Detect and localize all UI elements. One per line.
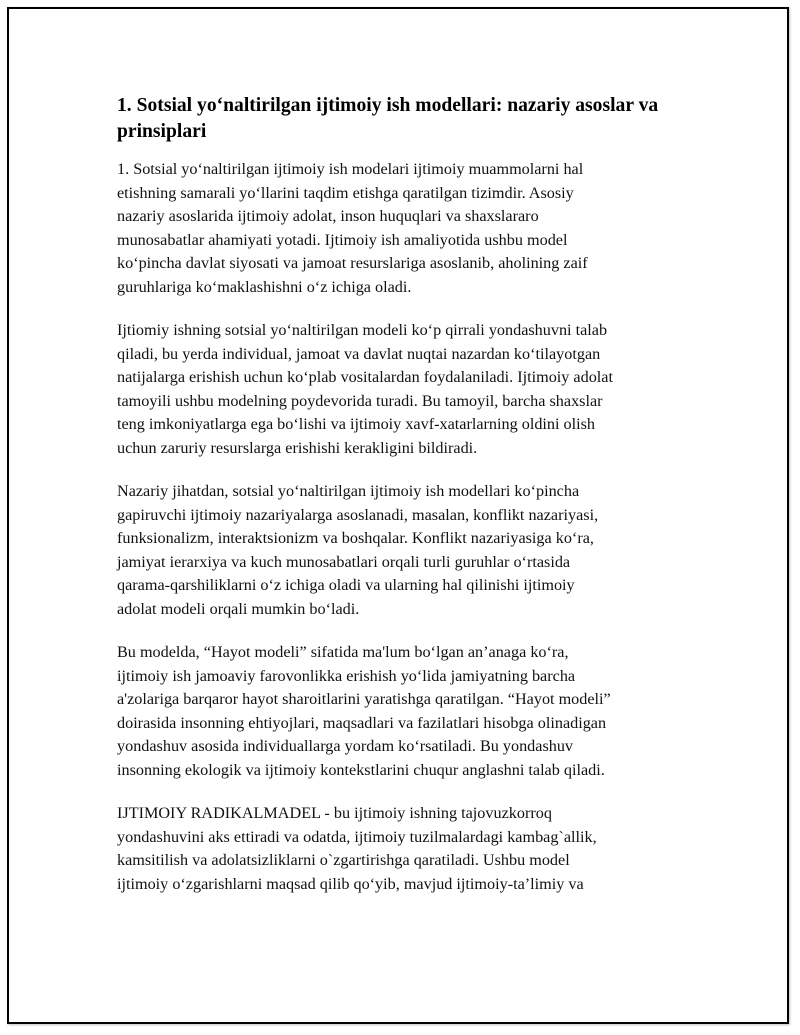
paragraph-1: 1. Sotsial yo‘naltirilgan ijtimoiy ish modelari ijtimoiy muammolarni hal etishning samarali yo‘llarini taqdim etishga qaratilgan tizimdir. Asosiy nazariy asoslarida ijtimoiy adolat, inson huquqlari va shaxslararo munosabatlar ahamiyati yotadi. Ijtimoiy ish amaliyotida ushbu model ko‘pincha davlat siyosati va jamoat resurslariga asoslanib, aholining zaif guruhlariga ko‘maklashishni o‘z ichiga oladi.	[117, 160, 588, 296]
paragraph-2: Ijtiomiy ishning sotsial yo‘naltirilgan modeli ko‘p qirrali yondashuvni talab qiladi, bu yerda individual, jamoat va davlat nuqtai nazardan ko‘tilayotgan natijalarga erishish uchun ko‘plab vositalardan foydalaniladi. Ijtimoiy adolat tamoyili ushbu modelning poydevorida turadi. Bu tamoyil, barcha shaxslar teng imkoniyatlarga ega bo‘lishi va ijtimoiy xavf-xatarlarning oldini olish uchun zaruriy resurslarga erishishi kerakligini bildiradi.	[117, 321, 613, 457]
paragraph-5: IJTIMOIY RADIKALMADEL - bu ijtimoiy ishning tajovuzkorroq yondashuvini aks ettiradi va odatda, ijtimoiy tuzilmalardagi kambag`allik, kamsitilish va adolatsizliklarni o`zgartirishga qaratiladi. Ushbu model ijtimoiy o‘zgarishlarni maqsad qilib qo‘yib, mavjud ijtimoiy-ta’limiy va	[117, 804, 597, 893]
section-heading: 1. Sotsial yo‘naltirilgan ijtimoiy ish modellari: nazariy asoslar va prinsiplari	[117, 95, 659, 142]
paragraph-3: Nazariy jihatdan, sotsial yo‘naltirilgan ijtimoiy ish modellari ko‘pincha gapiruvchi ijtimoiy nazariyalarga asoslanadi, masalan, konflikt nazariyasi, funksionalizm, interaktsionizm va boshqalar. Konflikt nazariyasiga ko‘ra, jamiyat ierarxiya va kuch munosabatlari orqali turli guruhlar o‘rtasida qarama-qarshiliklarni o‘z ichiga oladi va ularning hal qilinishi ijtimoiy adolat modeli orqali mumkin bo‘ladi.	[117, 482, 599, 618]
document-body	[117, 93, 677, 916]
paragraph-4: Bu modelda, “Hayot modeli” sifatida ma'lum bo‘lgan an’anaga ko‘ra, ijtimoiy ish jamoaviy farovonlikka erishish yo‘lida jamiyatning barcha a'zolariga barqaror hayot sharoitlarini yaratishga qaratilgan. “Hayot modeli” doirasida insonning ehtiyojlari, maqsadlari va fazilatlari hisobga olinadigan yondashuv asosida individuallarga yordam ko‘rsatiladi. Bu yondashuv insonning ekologik va ijtimoiy kontekstlarini chuqur anglashni talab qiladi.	[117, 643, 611, 779]
